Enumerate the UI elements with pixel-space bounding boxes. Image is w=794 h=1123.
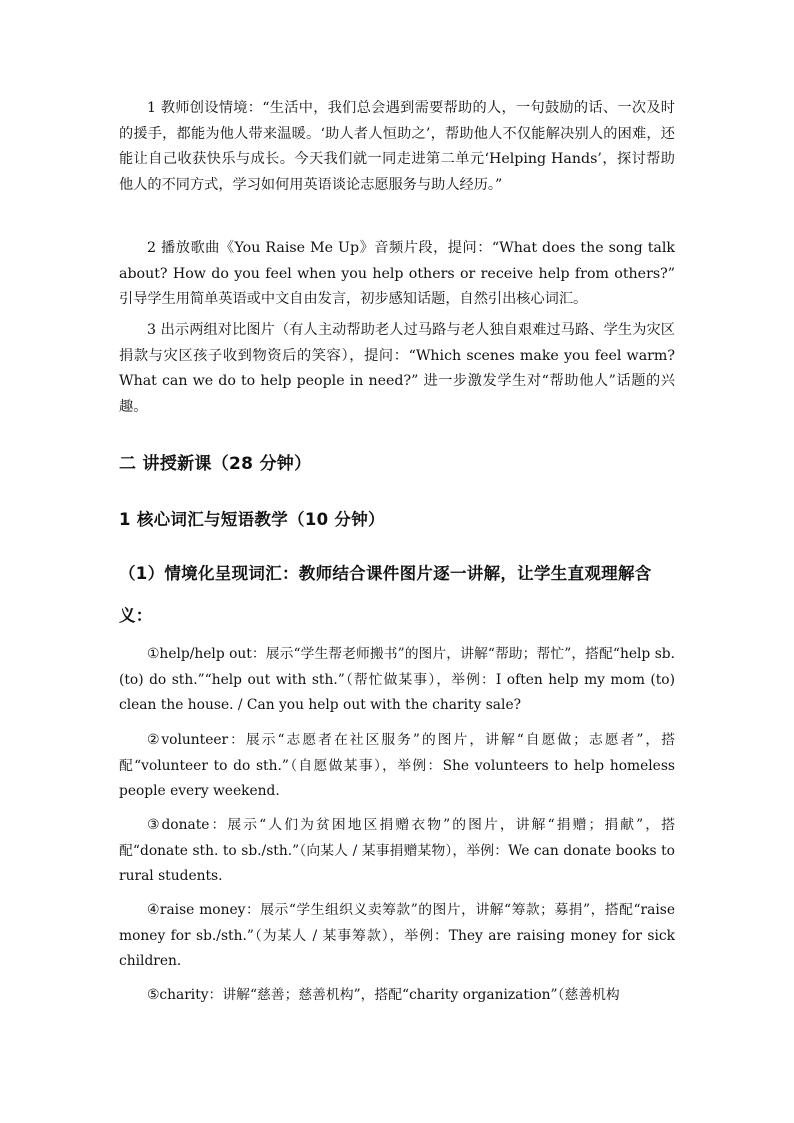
subsection-heading: 1 核心词汇与短语教学（10 分钟） xyxy=(119,510,385,529)
vocab-item-volunteer: ②volunteer：展示“志愿者在社区服务”的图片，讲解“自愿做；志愿者”，搭配“volunteer to do sth.”（自愿做某事），举例：She volunteers to help homeless people every weekend. xyxy=(119,732,675,799)
vocab-item-donate: ③donate：展示“人们为贫困地区捐赠衣物”的图片，讲解“捐赠；捐献”，搭配“donate sth. to sb./sth.”（向某人 / 某事捐赠某物），举例：We can donate books to rural students. xyxy=(119,817,675,884)
intro-paragraph-2: 2 播放歌曲《You Raise Me Up》音频片段，提问：“What does the song talk about? How do you feel when you help others or receive help from others?” 引导学生用简单英语或中文自由发言，初步感知话题，自然引出核心词汇。 xyxy=(119,240,675,307)
vocab-item-help: ①help/help out：展示“学生帮老师搬书”的图片，讲解“帮助；帮忙”，搭配“help sb. (to) do sth.”“help out with sth.”（帮忙做某事），举例：I often help my mom (to) clean the house. / Can you help out with the charity sale? xyxy=(119,646,675,713)
vocab-item-charity: ⑤charity：讲解“慈善；慈善机构”，搭配“charity organization”（慈善机构 xyxy=(147,987,620,1003)
intro-paragraph-1: 1 教师创设情境：“生活中，我们总会遇到需要帮助的人，一句鼓励的话、一次及时的援手，都能为他人带来温暖。‘助人者人恒助之’，帮助他人不仅能解决别人的困难，还能让自己收获快乐与成长。今天我们就一同走进第二单元‘Helping Hands’，探讨帮助他人的不同方式，学习如何用英语谈论志愿服务与助人经历。” xyxy=(119,100,675,193)
vocab-intro: （1）情境化呈现词汇：教师结合课件图片逐一讲解，让学生直观理解含义： xyxy=(119,564,652,625)
intro-paragraph-3: 3 出示两组对比图片（有人主动帮助老人过马路与老人独自艰难过马路、学生为灾区捐款与灾区孩子收到物资后的笑容），提问：“Which scenes make you feel warm? What can we do to help people in need?” 进一步激发学生对“帮助他人”话题的兴趣。 xyxy=(119,322,675,415)
vocab-item-raise-money: ④raise money：展示“学生组织义卖筹款”的图片，讲解“筹款；募捐”，搭配“raise money for sb./sth.”（为某人 / 某事筹款），举例：They are raising money for sick children. xyxy=(119,902,675,969)
section-heading: 二 讲授新课（28 分钟） xyxy=(119,454,312,474)
